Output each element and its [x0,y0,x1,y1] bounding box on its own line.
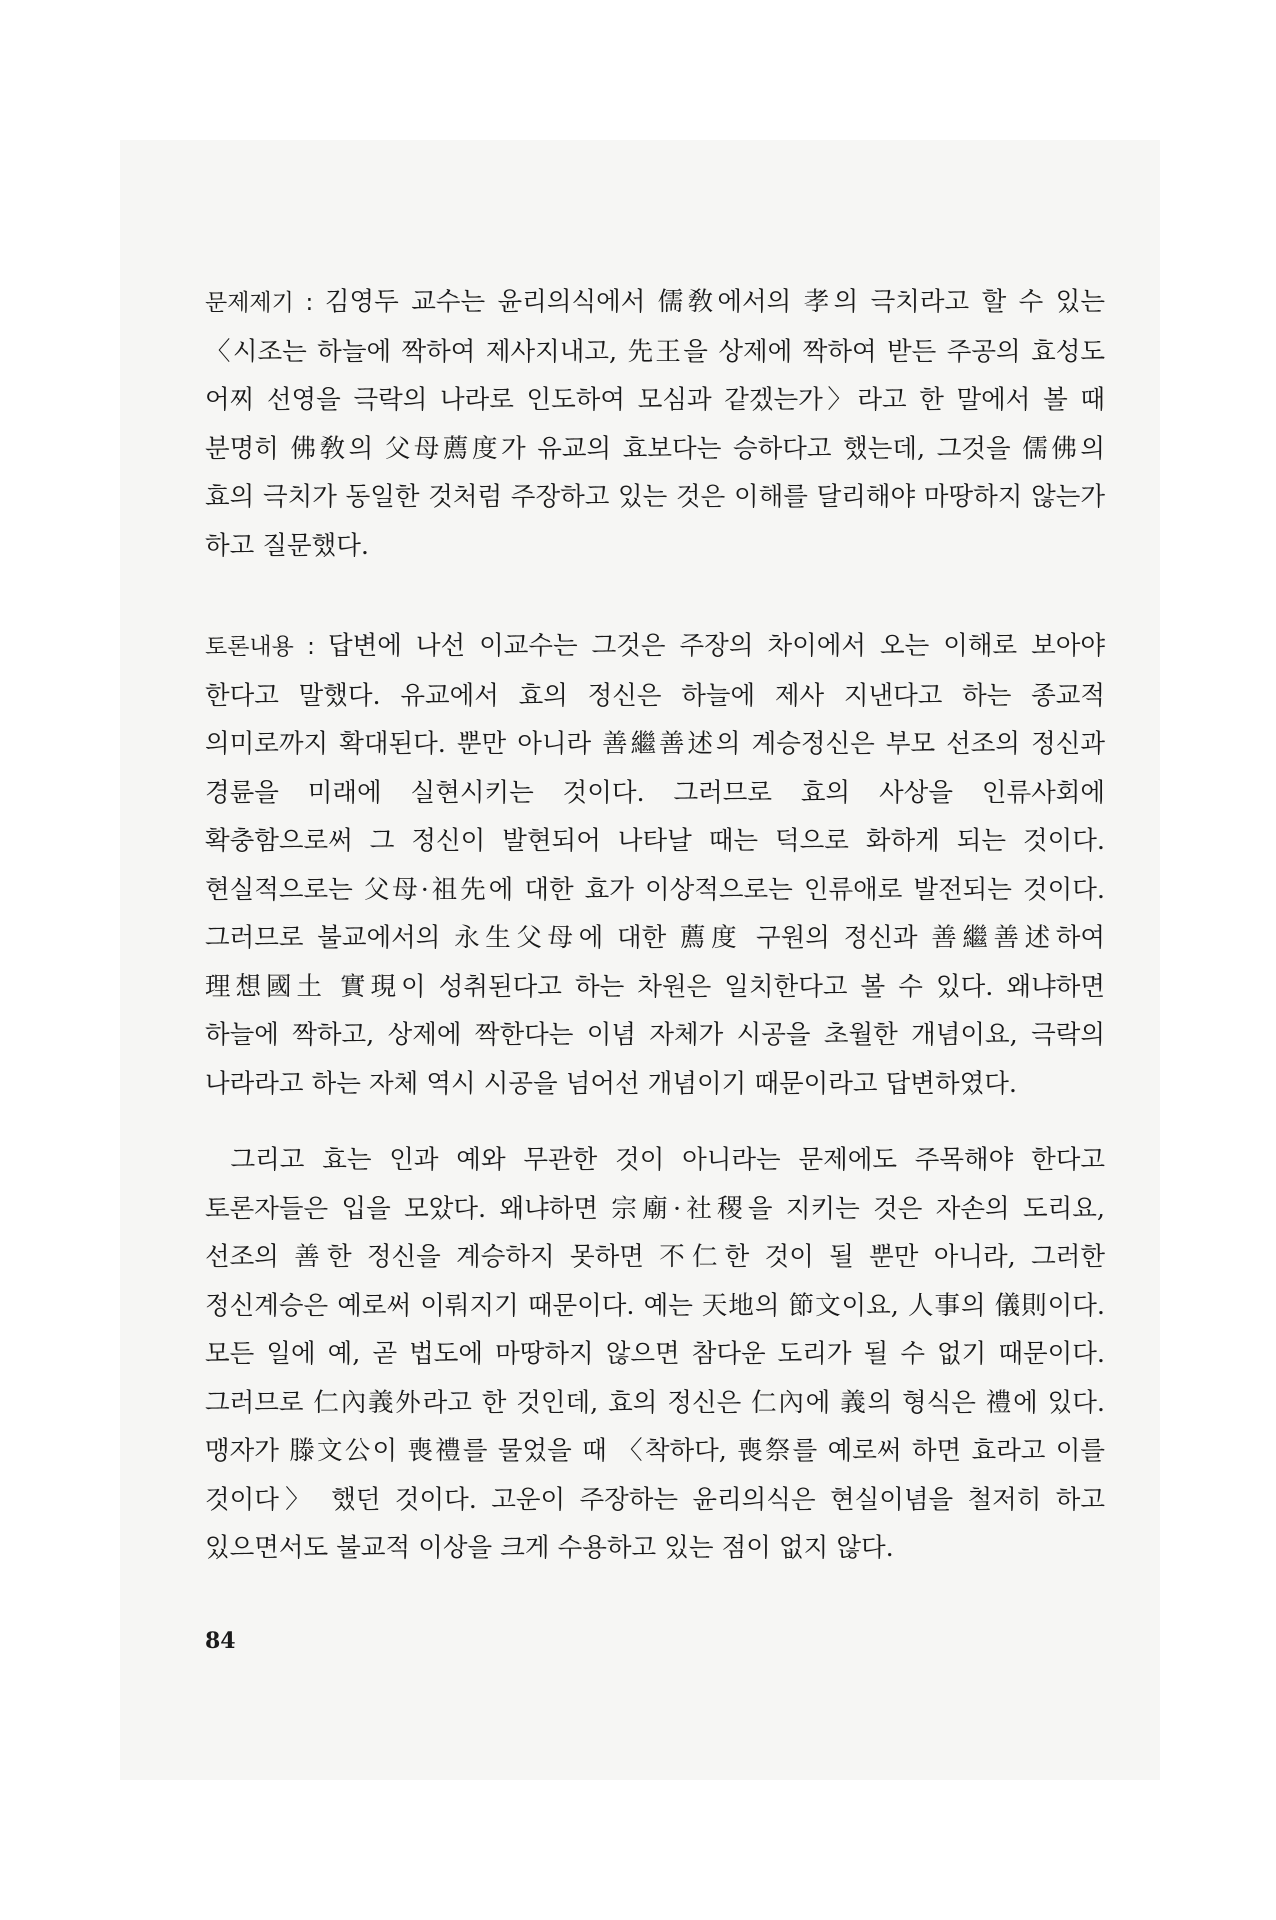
page-number: 84 [205,1628,236,1654]
discussion-text-2: 그리고 효는 인과 예와 무관한 것이 아니라는 문제에도 주목해야 한다고 토론자들은 입을 모았다. 왜냐하면 宗廟·社稷을 지키는 것은 자손의 도리요, 선조의 善한 정신을 계승하지 못하면 不仁한 것이 될 뿐만 아니라, 그러한 정신계승은 예로써 이뤄지기 때문이다. 예는 天地의 節文이요, 人事의 儀則이다. 모든 일에 예, 곧 법도에 마땅하지 않으면 참다운 도리가 될 수 없기 때문이다. 그러므로 仁內義外라고 한 것인데, 효의 정신은 仁內에 義의 형식은 禮에 있다. 맹자가 滕文公이 喪禮를 물었을 때 〈착하다, 喪祭를 예로써 하면 효라고 이를 것이다〉 했던 것이다. 고운이 주장하는 윤리의식은 현실이념을 철저히 하고 있으면서도 불교적 이상을 크게 수용하고 있는 점이 없지 않다. [205,1145,1105,1563]
discussion-paragraph-2 [205,1136,1105,1573]
issue-text: 김영두 교수는 윤리의식에서 儒敎에서의 孝의 극치라고 할 수 있는 〈시조는 하늘에 짝하여 제사지내고, 先王을 상제에 짝하여 받든 주공의 효성도 어찌 선영을 극락의 나라로 인도하여 모심과 같겠는가〉라고 한 말에서 볼 때 분명히 佛敎의 父母薦度가 유교의 효보다는 승하다고 했는데, 그것을 儒佛의 효의 극치가 동일한 것처럼 주장하고 있는 것은 이해를 달리해야 마땅하지 않는가 하고 질문했다. [205,287,1105,561]
issue-label: 문제제기 : [205,290,325,316]
discussion-paragraph-1 [205,622,1105,1108]
discussion-text-1: 답변에 나선 이교수는 그것은 주장의 차이에서 오는 이해로 보아야 한다고 말했다. 유교에서 효의 정신은 하늘에 제사 지낸다고 하는 종교적 의미로까지 확대된다. 뿐만 아니라 善繼善述의 계승정신은 부모 선조의 정신과 경륜을 미래에 실현시키는 것이다. 그러므로 효의 사상을 인류사회에 확충함으로써 그 정신이 발현되어 나타날 때는 덕으로 화하게 되는 것이다. 현실적으로는 父母·祖先에 대한 효가 이상적으로는 인류애로 발전되는 것이다. 그러므로 불교에서의 永生父母에 대한 薦度 구원의 정신과 善繼善述하여 理想國土 實現이 성취된다고 하는 차원은 일치한다고 볼 수 있다. 왜냐하면 하늘에 짝하고, 상제에 짝한다는 이념 자체가 시공을 초월한 개념이요, 극락의 나라라고 하는 자체 역시 시공을 넘어선 개념이기 때문이라고 답변하였다. [205,631,1105,1099]
discussion-label: 토론내용 : [205,634,329,660]
issue-paragraph [205,278,1105,570]
